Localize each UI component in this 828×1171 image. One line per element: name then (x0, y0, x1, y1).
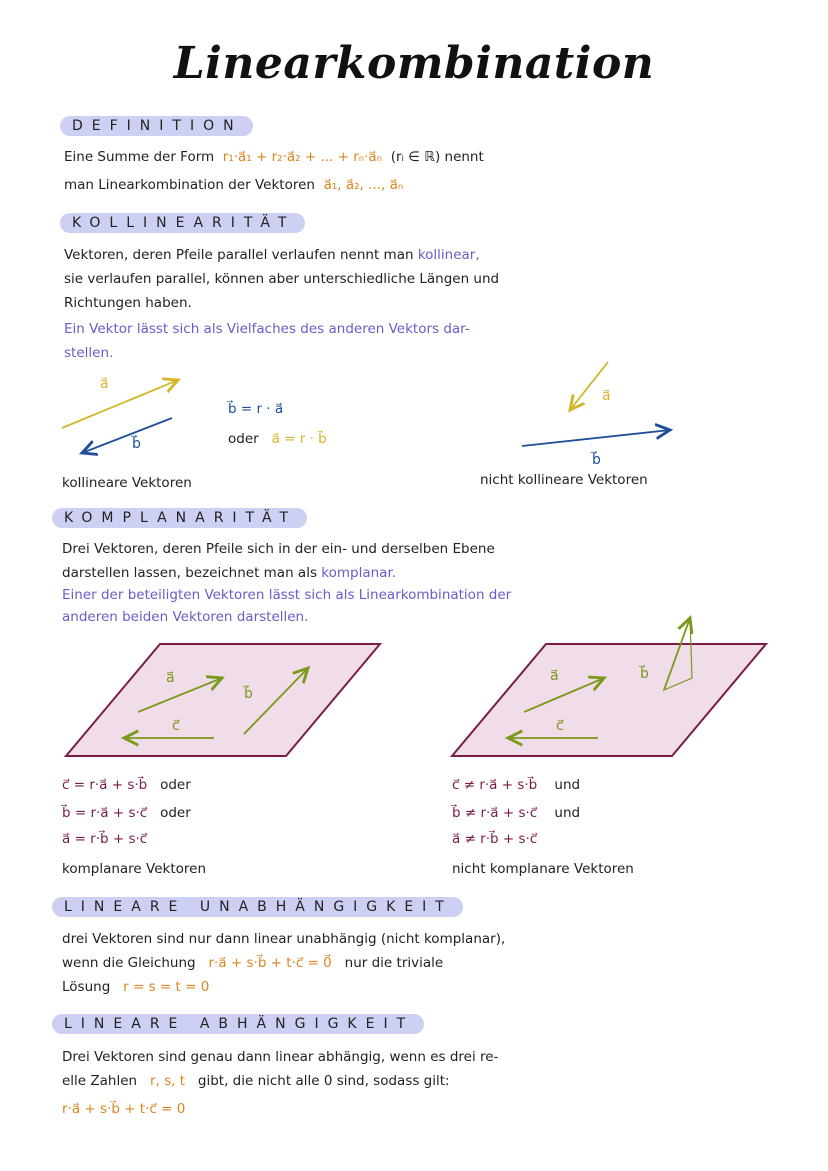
collinear-eq2-prefix: oder (228, 431, 259, 447)
coplanar-label-b: b⃗ (244, 686, 253, 702)
kollinear-term: kollinear, (417, 247, 480, 263)
definition-formula: r₁·a⃗₁ + r₂·a⃗₂ + ... + rₙ·a⃗ₙ (222, 149, 383, 165)
kollinear-line-1 (64, 244, 480, 267)
komplanar-line-2 (62, 562, 396, 585)
abhaengig-equation: r·a⃗ + s·b⃗ + t·c⃗ = 0 (62, 1101, 186, 1117)
noncoplanar-label-c: c⃗ (556, 718, 564, 734)
kollinear-line-2: sie verlaufen parallel, können aber unterschiedliche Längen und (64, 271, 500, 287)
noncoplanar-label-b: b⃗ (640, 666, 649, 682)
coplanar-eq2-suffix: oder (160, 805, 191, 821)
kollinear-note-2: stellen. (64, 345, 114, 361)
komplanar-diagrams (0, 612, 828, 762)
abhaengig-line-1: Drei Vektoren sind genau dann linear abhängig, wenn es drei re- (62, 1049, 499, 1065)
noncoplanar-eq-1 (452, 774, 580, 797)
noncoplanar-eq-2 (452, 802, 580, 825)
coplanar-eq-2 (62, 802, 191, 825)
komplanar-note-1: Einer der beteiligten Vektoren lässt sich als Linearkombination der (62, 587, 512, 603)
unabhaengig-line3-text: Lösung (62, 979, 111, 995)
unabhaengig-line-3 (62, 976, 209, 999)
kollinear-diagrams (0, 360, 828, 470)
collinear-label-a: a⃗ (100, 376, 109, 392)
noncoplanar-eq1-suffix: und (554, 777, 581, 793)
kollinear-line-3: Richtungen haben. (64, 295, 192, 311)
abhaengig-line-2 (62, 1070, 450, 1093)
definition-line2-text: man Linearkombination der Vektoren (64, 177, 315, 193)
abhaengigkeit-header: LINEARE ABHÄNGIGKEIT (52, 1014, 424, 1034)
noncoplanar-eq2-suffix: und (554, 805, 581, 821)
definition-condition: (rᵢ ∈ ℝ) nennt (390, 149, 484, 165)
unabhaengig-line2-post: nur die triviale (344, 955, 444, 971)
abhaengig-line2-text: elle Zahlen (62, 1073, 138, 1089)
abhaengig-vars: r, s, t (149, 1073, 186, 1089)
collinear-label-b: b⃗ (132, 436, 141, 452)
noncoplanar-caption: nicht komplanare Vektoren (452, 861, 634, 877)
noncoplanar-eq2-text: b⃗ ≠ r·a⃗ + s·c⃗ (452, 805, 538, 821)
definition-line-1 (64, 146, 484, 169)
unabhaengig-line2-text: wenn die Gleichung (62, 955, 196, 971)
coplanar-eq3-text: a⃗ = r·b⃗ + s·c⃗ (62, 831, 148, 847)
definition-line-2 (64, 174, 403, 197)
collinear-eq-1 (228, 398, 283, 421)
coplanar-eq-3 (62, 828, 147, 851)
coplanar-eq2-text: b⃗ = r·a⃗ + s·c⃗ (62, 805, 148, 821)
unabhaengigkeit-header: LINEARE UNABHÄNGIGKEIT (52, 897, 463, 917)
noncoplanar-eq3-text: a⃗ ≠ r·b⃗ + s·c⃗ (452, 831, 538, 847)
coplanar-eq1-suffix: oder (160, 777, 191, 793)
definition-line1-text: Eine Summe der Form (64, 149, 215, 165)
coplanar-label-c: c⃗ (172, 718, 180, 734)
noncoplanar-plane (452, 644, 766, 756)
komplanar-note-2: anderen beiden Vektoren darstellen. (62, 609, 309, 625)
collinear-vector-a-arrow (62, 380, 178, 428)
coplanar-eq1-text: c⃗ = r·a⃗ + s·b⃗ (62, 777, 148, 793)
definition-vectors: a⃗₁, a⃗₂, ..., a⃗ₙ (323, 177, 404, 193)
noncollinear-label-b: b⃗ (592, 452, 601, 468)
collinear-eq1-text: b⃗ = r · a⃗ (228, 401, 284, 417)
page-title: Linearkombination (173, 38, 655, 89)
kollinearitaet-header: KOLLINEARITÄT (60, 213, 305, 233)
collinear-caption: kollineare Vektoren (62, 475, 192, 491)
komplanaritaet-header: KOMPLANARITÄT (52, 508, 307, 528)
noncollinear-vector-b-arrow (522, 430, 670, 446)
abhaengig-line2-post: gibt, die nicht alle 0 sind, sodass gilt: (197, 1073, 450, 1089)
unabhaengig-equation: r·a⃗ + s·b⃗ + t·c⃗ = 0⃗ (208, 955, 332, 971)
coplanar-eq-1 (62, 774, 191, 797)
collinear-vector-b-arrow (82, 418, 172, 453)
unabhaengig-line-2 (62, 952, 443, 975)
noncoplanar-eq-3 (452, 828, 537, 851)
komplanar-line-1: Drei Vektoren, deren Pfeile sich in der ein- und derselben Ebene (62, 541, 495, 557)
kollinear-note-1: Ein Vektor lässt sich als Vielfaches des anderen Vektors dar- (64, 321, 470, 337)
komplanar-term: komplanar. (321, 565, 397, 581)
noncollinear-label-a: a⃗ (602, 388, 611, 404)
coplanar-caption: komplanare Vektoren (62, 861, 206, 877)
noncollinear-caption: nicht kollineare Vektoren (480, 472, 648, 488)
kollinear-line1-text: Vektoren, deren Pfeile parallel verlaufen nennt man (64, 247, 414, 263)
noncoplanar-label-a: a⃗ (550, 668, 559, 684)
collinear-eq-2 (228, 428, 327, 451)
definition-header: DEFINITION (60, 116, 253, 136)
komplanar-line2-text: darstellen lassen, bezeichnet man als (62, 565, 317, 581)
unabhaengig-solution: r = s = t = 0 (123, 979, 210, 995)
coplanar-label-a: a⃗ (166, 670, 175, 686)
noncoplanar-eq1-text: c⃗ ≠ r·a⃗ + s·b⃗ (452, 777, 538, 793)
coplanar-plane (66, 644, 380, 756)
unabhaengig-line-1: drei Vektoren sind nur dann linear unabhängig (nicht komplanar), (62, 931, 506, 947)
collinear-eq2-text: a⃗ = r · b⃗ (271, 431, 327, 447)
